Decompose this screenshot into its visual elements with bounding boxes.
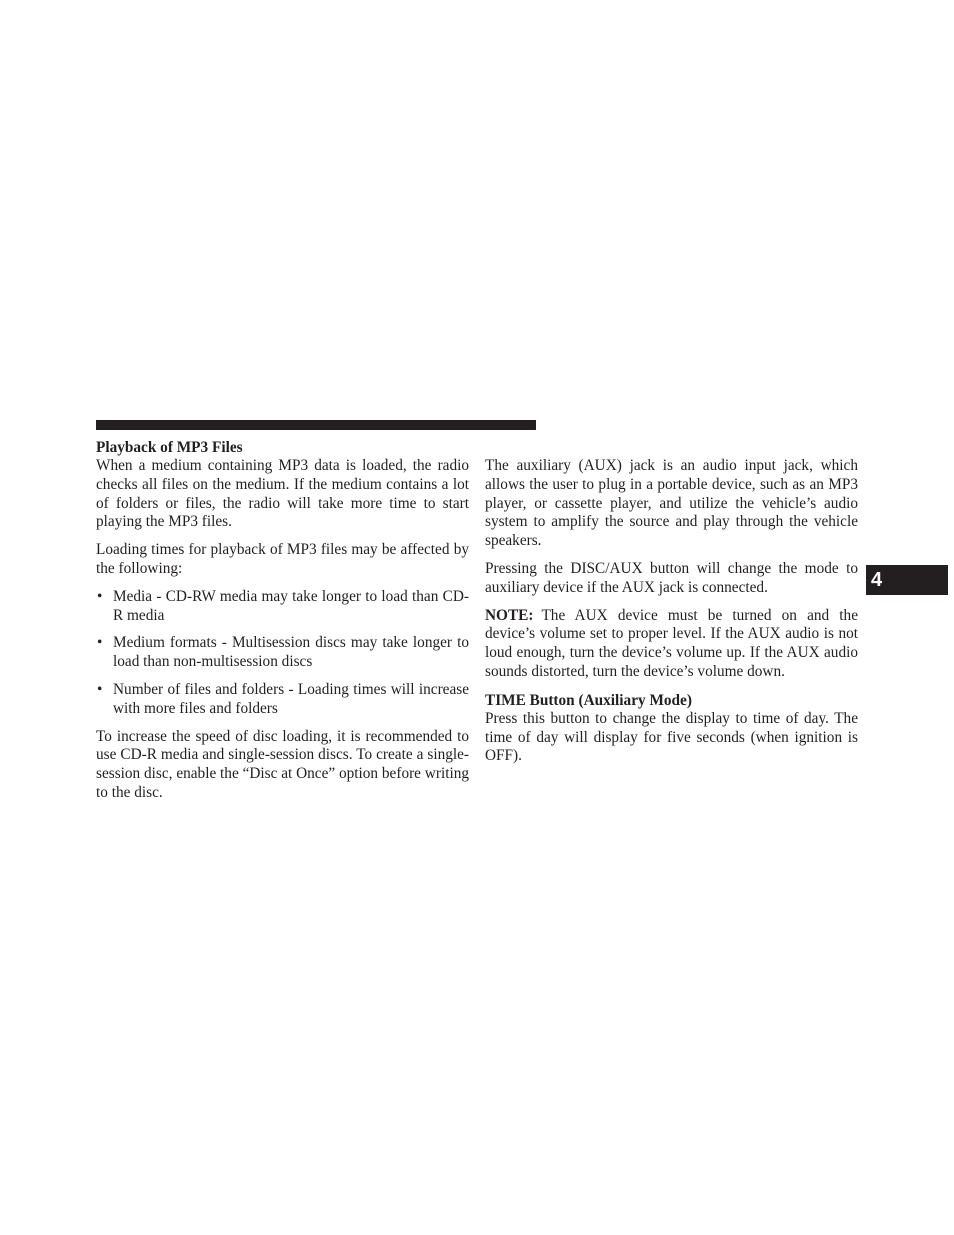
loading-factors-list [96, 588, 469, 719]
section-divider-bar [96, 420, 536, 430]
bullet-icon: • [97, 680, 103, 698]
bullet-icon: • [97, 587, 103, 605]
chapter-number: 4 [871, 569, 883, 591]
note-text: The AUX device must be turned on and the device’s volume set to proper level. If the AUX audio is not loud enough, turn the device’s volume up. If the AUX audio sounds distorted, turn the device’s volume down. [485, 606, 858, 680]
loading-times-paragraph: Loading times for playback of MP3 files may be affected by the following: [96, 541, 469, 577]
time-button-paragraph: Press this button to change the display to time of day. The time of day will display for five seconds (when ignition is OFF). [485, 709, 858, 765]
list-item-text: Number of files and folders - Loading times will increase with more files and folders [113, 680, 469, 717]
mp3-intro-paragraph: When a medium containing MP3 data is loaded, the radio checks all files on the medium. If the medium contains a lot of folders or files, the radio will take more time to start playing the MP3 files. [96, 457, 469, 531]
right-column [485, 457, 858, 775]
note-paragraph [485, 607, 858, 682]
list-item [96, 681, 469, 719]
bullet-icon: • [97, 634, 103, 652]
note-label: NOTE: [485, 606, 534, 624]
list-item-text: Medium formats - Multisession discs may take longer to load than non-multisession discs [113, 634, 469, 671]
aux-jack-paragraph: The auxiliary (AUX) jack is an audio input jack, which allows the user to plug in a portable device, such as an MP3 player, or cassette player, and utilize the vehicle’s audio system to amplify the source and play through the vehicle speakers. [485, 457, 858, 550]
list-item [96, 634, 469, 672]
list-item-text: Media - CD-RW media may take longer to load than CD-R media [113, 587, 469, 624]
mp3-playback-heading: Playback of MP3 Files [96, 439, 243, 456]
disc-aux-paragraph: Pressing the DISC/AUX button will change the mode to auxiliary device if the AUX jack is connected. [485, 559, 858, 596]
time-button-heading: TIME Button (Auxiliary Mode) [485, 691, 692, 709]
chapter-tab [866, 565, 948, 595]
list-item [96, 588, 469, 626]
left-column [96, 438, 469, 812]
disc-speed-paragraph: To increase the speed of disc loading, it is recommended to use CD-R media and single-session discs. To create a single-session disc, enable the “Disc at Once” option before writing to the disc. [96, 727, 469, 801]
